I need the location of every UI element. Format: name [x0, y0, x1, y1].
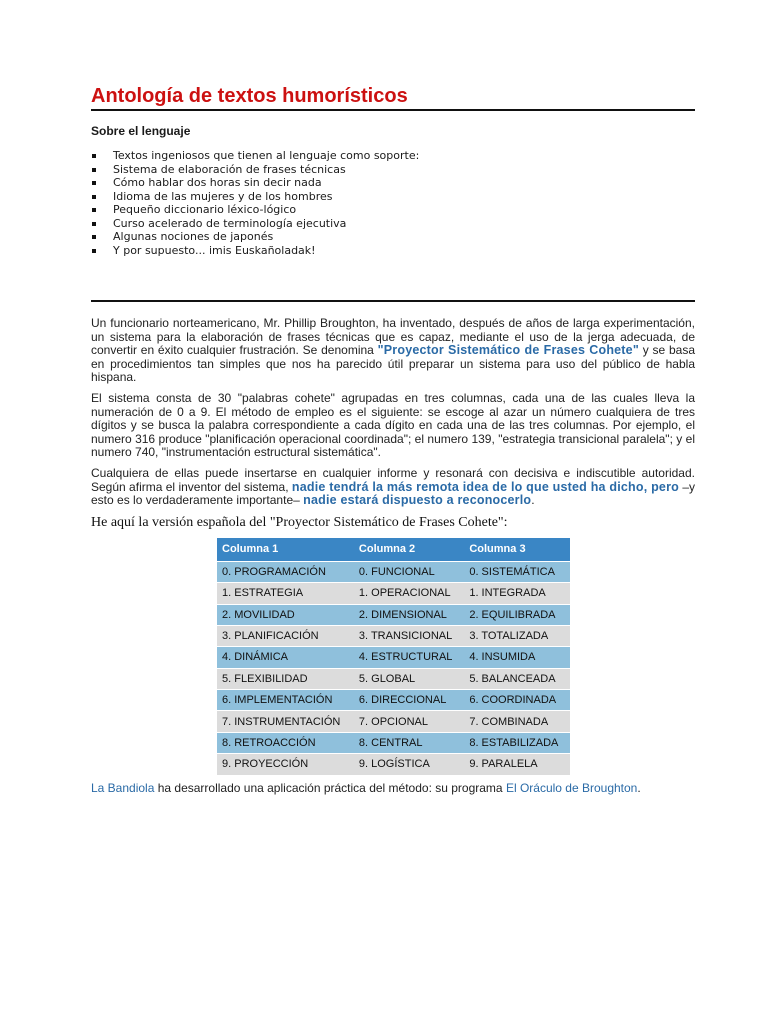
- link-oraculo-broughton[interactable]: El Oráculo de Broughton: [505, 780, 638, 795]
- table-cell: 2. MOVILIDAD: [217, 604, 354, 625]
- paragraph-text: y se basa en procedimientos tan simples que nos ha parecido útil preparar un sistema para uso del público de habla hispana.: [91, 343, 695, 385]
- paragraph-authority: [91, 467, 695, 508]
- page: [91, 84, 695, 795]
- table-cell: 0. FUNCIONAL: [354, 561, 464, 582]
- paragraph-text: Un funcionario norteamericano, Mr. Phillip Broughton, ha inventado, después de años de larga experimentación, un sistema para la elaboración de frases técnicas que es capaz, mediante el uso de la jerga adecuada, de convertir en éxito cualquier frustración. Se denomina: [91, 316, 695, 358]
- paragraph-text: –y esto es lo verdaderamente importante–: [91, 479, 695, 508]
- table-cell: 0. SISTEMÁTICA: [464, 561, 570, 582]
- table-cell: 9. PARALELA: [464, 754, 570, 775]
- list-item: Textos ingeniosos que tienen al lenguaje como soporte:: [91, 149, 695, 163]
- list-item: Curso acelerado de terminología ejecutiva: [91, 217, 695, 231]
- table-cell: 7. COMBINADA: [464, 711, 570, 732]
- table-cell: 6. DIRECCIONAL: [354, 690, 464, 711]
- contents-list: [91, 149, 695, 257]
- column-header: Columna 1: [217, 538, 354, 562]
- list-item: Algunas nociones de japonés: [91, 230, 695, 244]
- table-row: [217, 604, 570, 625]
- highlight-system-name: "Proyector Sistemático de Frases Cohete": [377, 343, 639, 358]
- paragraph-method: El sistema consta de 30 "palabras cohete" agrupadas en tres columnas, cada una de las cuales lleva la numeración de 0 a 9. El método de empleo es el siguiente: se escoge al azar un número cualquiera de tres dígitos y se busca la palabra correspondiente a cada dígito en cada una de las tres columnas. Por ejemplo, el numero 316 produce "planificación operacional coordinada"; el numero 139, "estrategia transicional paralela"; y el numero 740, "instrumentación estructural sistemática".: [91, 390, 695, 460]
- list-item: Y por supuesto... imis Euskañoladak!: [91, 244, 695, 258]
- article-body: [91, 317, 695, 795]
- link-la-bandiola[interactable]: La Bandiola: [91, 780, 155, 795]
- page-title: Antología de textos humorísticos: [91, 84, 695, 111]
- phrase-table: [217, 538, 570, 775]
- footer-text: .: [637, 780, 641, 795]
- footer-note: [91, 781, 695, 795]
- table-cell: 1. ESTRATEGIA: [217, 583, 354, 604]
- column-header: Columna 2: [354, 538, 464, 562]
- list-item: Sistema de elaboración de frases técnicas: [91, 163, 695, 177]
- table-row: [217, 754, 570, 775]
- paragraph-intro: [91, 317, 695, 385]
- table-cell: 3. PLANIFICACIÓN: [217, 625, 354, 646]
- table-cell: 5. GLOBAL: [354, 668, 464, 689]
- table-row: [217, 583, 570, 604]
- table-cell: 7. INSTRUMENTACIÓN: [217, 711, 354, 732]
- section-subtitle: Sobre el lenguaje: [91, 124, 191, 138]
- table-cell: 6. IMPLEMENTACIÓN: [217, 690, 354, 711]
- table-cell: 3. TOTALIZADA: [464, 625, 570, 646]
- table-cell: 8. RETROACCIÓN: [217, 732, 354, 753]
- table-cell: 9. LOGÍSTICA: [354, 754, 464, 775]
- list-item: Cómo hablar dos horas sin decir nada: [91, 176, 695, 190]
- column-header: Columna 3: [464, 538, 570, 562]
- table-row: [217, 668, 570, 689]
- table-cell: 9. PROYECCIÓN: [217, 754, 354, 775]
- table-cell: 0. PROGRAMACIÓN: [217, 561, 354, 582]
- table-cell: 2. EQUILIBRADA: [464, 604, 570, 625]
- table-cell: 4. DINÁMICA: [217, 647, 354, 668]
- table-cell: 5. BALANCEADA: [464, 668, 570, 689]
- table-cell: 1. INTEGRADA: [464, 583, 570, 604]
- table-intro: He aquí la versión española del "Proyector Sistemático de Frases Cohete":: [91, 514, 508, 530]
- table-cell: 7. OPCIONAL: [354, 711, 464, 732]
- paragraph-text: .: [531, 493, 535, 508]
- table-cell: 5. FLEXIBILIDAD: [217, 668, 354, 689]
- table-cell: 1. OPERACIONAL: [354, 583, 464, 604]
- table-cell: 8. ESTABILIZADA: [464, 732, 570, 753]
- table-row: [217, 690, 570, 711]
- highlight-quote-2: nadie estará dispuesto a reconocerlo: [303, 493, 532, 508]
- section-divider: [91, 300, 695, 302]
- list-item: Pequeño diccionario léxico-lógico: [91, 203, 695, 217]
- table-row: [217, 625, 570, 646]
- footer-text: ha desarrollado una aplicación práctica del método: su programa: [154, 780, 506, 795]
- table-cell: 2. DIMENSIONAL: [354, 604, 464, 625]
- table-cell: 8. CENTRAL: [354, 732, 464, 753]
- highlight-quote-1: nadie tendrá la más remota idea de lo que usted ha dicho, pero: [291, 479, 679, 494]
- paragraph-text: Cualquiera de ellas puede insertarse en cualquier informe y resonará con decisiva e indiscutible autoridad. Según afirma el inventor del sistema,: [91, 465, 695, 494]
- table-cell: 6. COORDINADA: [464, 690, 570, 711]
- list-item: Idioma de las mujeres y de los hombres: [91, 190, 695, 204]
- table-row: [217, 711, 570, 732]
- table-row: [217, 561, 570, 582]
- table-row: [217, 732, 570, 753]
- table-cell: 4. INSUMIDA: [464, 647, 570, 668]
- table-cell: 4. ESTRUCTURAL: [354, 647, 464, 668]
- table-row: [217, 647, 570, 668]
- table-cell: 3. TRANSICIONAL: [354, 625, 464, 646]
- table-header-row: [217, 538, 570, 562]
